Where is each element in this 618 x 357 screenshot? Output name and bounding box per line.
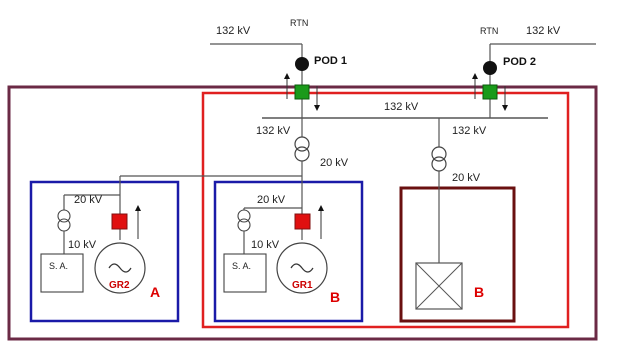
unit-a-mv-label: 20 kV	[74, 194, 103, 206]
rtn-left-label: RTN	[290, 18, 309, 28]
pod1-label: POD 1	[314, 55, 348, 67]
rtn-right-label: RTN	[480, 26, 499, 36]
unit-b-aux-label: S. A.	[232, 261, 252, 271]
grid-line-left	[210, 44, 302, 118]
load-symbol	[416, 263, 462, 309]
pod1-dot	[295, 57, 309, 71]
main-transformer-symbol	[295, 137, 309, 161]
pod1-meter	[295, 85, 309, 99]
pod2-label: POD 2	[503, 56, 537, 68]
pod2-dot	[483, 61, 497, 75]
tr-main-hv-label: 132 kV	[256, 125, 291, 137]
unit-b-aux-services-box	[224, 254, 266, 292]
unit-b-lv-label: 10 kV	[251, 239, 280, 251]
tr-main-lv-label: 20 kV	[320, 157, 349, 169]
unit-a-aux-services-box	[41, 254, 83, 292]
unit-a-zone-label: A	[150, 284, 161, 300]
unit-b-breaker	[295, 214, 310, 229]
unit-a-lv-label: 10 kV	[68, 239, 97, 251]
pod2-meter	[483, 85, 497, 99]
unit-b-mv-label: 20 kV	[257, 194, 286, 206]
unit-a	[41, 194, 160, 300]
unit-b-gen-label: GR1	[292, 280, 313, 291]
grid-right-kv-label: 132 kV	[526, 25, 561, 37]
grid-left-kv-label: 132 kV	[216, 25, 251, 37]
tr-load-lv-label: 20 kV	[452, 172, 481, 184]
unit-a-breaker	[112, 214, 127, 229]
unit-a-gen-label: GR2	[109, 280, 130, 291]
unit-b-zone-label: B	[330, 289, 341, 305]
load-zone-label: B	[474, 284, 485, 300]
unit-b	[224, 194, 340, 305]
tr-load-hv-label: 132 kV	[452, 125, 487, 137]
unit-a-aux-label: S. A.	[49, 261, 69, 271]
busbar-kv-label: 132 kV	[384, 101, 419, 113]
load-transformer-symbol	[432, 147, 446, 171]
